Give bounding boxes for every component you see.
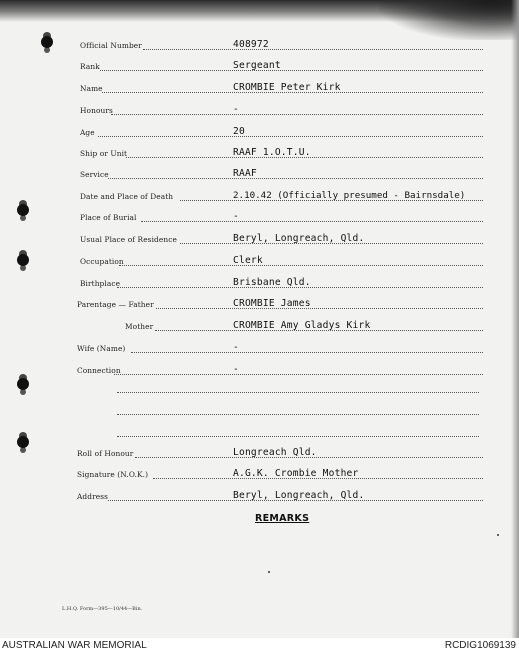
field-value: Longreach Qld.	[233, 447, 317, 458]
field-parentage-father	[0, 300, 519, 316]
field-label: Age	[80, 128, 95, 137]
field-label: Roll of Honour	[77, 449, 134, 458]
field-value: RAAF 1.O.T.U.	[233, 147, 311, 158]
dotted-line	[114, 374, 483, 375]
field-label: Place of Burial	[80, 213, 137, 222]
field-ship-or-unit	[0, 149, 519, 165]
field-wife	[0, 344, 519, 360]
field-honours	[0, 106, 519, 122]
dotted-line	[141, 221, 483, 222]
field-value: RAAF	[233, 168, 257, 179]
field-value: CROMBIE James	[233, 298, 311, 309]
field-value: -	[233, 364, 239, 375]
dotted-line	[100, 70, 483, 71]
footer-record-id: RCDIG1069139	[444, 640, 516, 651]
field-value: 20	[233, 126, 245, 137]
field-label: Parentage — Father	[77, 300, 154, 309]
dotted-line	[156, 308, 483, 309]
field-label: Honours	[80, 106, 113, 115]
field-label: Usual Place of Residence	[80, 235, 177, 244]
field-value: 408972	[233, 39, 269, 50]
field-value: CROMBIE Peter Kirk	[233, 82, 341, 93]
dotted-line	[111, 114, 483, 115]
blank-dotted-line	[117, 392, 479, 393]
archive-footer	[0, 638, 519, 654]
field-value: CROMBIE Amy Gladys Kirk	[233, 320, 371, 331]
field-label: Service	[80, 170, 109, 179]
field-label: Date and Place of Death	[80, 192, 174, 201]
punch-hole-icon	[17, 436, 29, 448]
field-label: Ship or Unit	[80, 149, 128, 158]
field-occupation	[0, 257, 519, 273]
field-label: Wife (Name)	[77, 344, 126, 353]
field-label: Mother	[125, 322, 154, 331]
blank-dotted-line	[117, 436, 479, 437]
field-value: 2.10.42 (Officially presumed - Bairnsdale)	[233, 190, 466, 201]
dotted-line	[108, 178, 483, 179]
field-label: Address	[77, 492, 108, 501]
field-value: Brisbane Qld.	[233, 277, 311, 288]
field-label: Official Number	[80, 41, 142, 50]
blank-dotted-line	[117, 414, 479, 415]
dotted-line	[143, 49, 483, 50]
field-value: Beryl, Longreach, Qld.	[233, 490, 365, 501]
scan-speck	[268, 571, 270, 573]
field-label: Name	[80, 84, 103, 93]
field-label: Occupation	[80, 257, 124, 266]
field-value: -	[233, 104, 239, 115]
field-rank	[0, 62, 519, 78]
field-date-place-death	[0, 192, 519, 208]
field-place-of-burial	[0, 213, 519, 229]
field-age	[0, 128, 519, 144]
field-value: -	[233, 211, 239, 222]
field-roll-of-honour	[0, 449, 519, 465]
field-value: -	[233, 342, 239, 353]
field-official-number	[0, 41, 519, 57]
field-name	[0, 84, 519, 100]
dotted-line	[98, 136, 483, 137]
field-birthplace	[0, 279, 519, 295]
field-address	[0, 492, 519, 508]
remarks-heading: REMARKS	[255, 513, 310, 524]
field-value: Clerk	[233, 255, 263, 266]
field-value: Sergeant	[233, 60, 281, 71]
field-signature	[0, 470, 519, 486]
field-usual-residence	[0, 235, 519, 251]
field-label: Birthplace	[80, 279, 121, 288]
scan-speck	[497, 534, 499, 536]
field-parentage-mother	[0, 322, 519, 338]
field-connection	[0, 366, 519, 382]
dotted-line	[131, 352, 483, 353]
field-value: Beryl, Longreach, Qld.	[233, 233, 365, 244]
field-label: Connection	[77, 366, 121, 375]
dotted-line	[119, 265, 483, 266]
field-label: Rank	[80, 62, 100, 71]
field-value: A.G.K. Crombie Mother	[233, 468, 359, 479]
field-label: Signature (N.O.K.)	[77, 470, 149, 479]
scan-edge-corner	[379, 0, 519, 40]
form-code: L.H.Q. Form—395—10/44—Bin.	[62, 606, 143, 612]
field-service	[0, 170, 519, 186]
footer-institution: AUSTRALIAN WAR MEMORIAL	[2, 640, 147, 651]
